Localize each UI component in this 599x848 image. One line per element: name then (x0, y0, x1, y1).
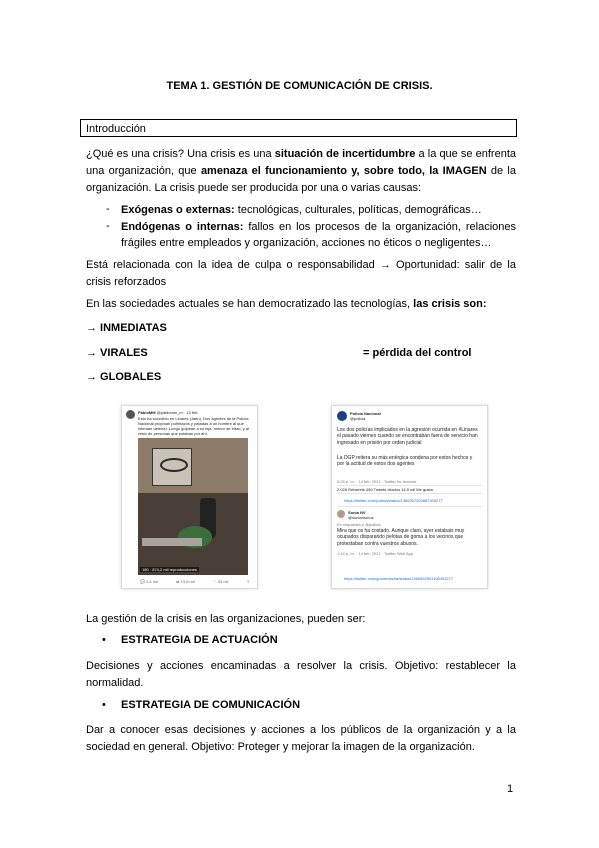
retweet-count: 13,8 mil (180, 579, 195, 584)
text-span: ¿Qué es una crisis? Una crisis es una (86, 148, 275, 160)
paragraph-management: La gestión de la crisis en las organizaciones, pueden ser: (86, 613, 366, 625)
crisis-type-viral: → VIRALES (86, 347, 148, 359)
divider (337, 493, 482, 494)
bullet-icon: • (102, 699, 106, 711)
reply-header (348, 510, 374, 520)
crisis-type-global: → GLOBALES (86, 371, 162, 383)
tweet-header (138, 410, 254, 415)
logo-sign (160, 458, 188, 472)
tweet-text: Esto ha sucedido en Linares (Jaén). Dos agentes de la Policía Nacional propinan puñetazos y patadas a un hombre al que intentan detener. Luego golpean a su hija, menor de edad, y al resto de personas que estaban por ahí. (138, 416, 249, 436)
tweet-link[interactable]: https://twitter.com/gmoemezha/status/1360992591106453277 (344, 576, 454, 581)
like-count: 33 mil (217, 579, 229, 584)
text-span: a la que se enfrenta una organización, que (86, 148, 516, 177)
bullet-icon: • (102, 634, 106, 646)
tweet-stats: 2.028 Retweets 499 Tweets citados 14,9 mil Me gusta (337, 487, 433, 492)
paragraph-communication: Dar a conocer esas decisiones y acciones a los públicos de la organización y a la sociedad en general. Objetivo: Proteger y mejorar la imagen de la organización. (86, 724, 516, 753)
reply-to: En respuesta a @policia (337, 522, 381, 527)
bold-span: situación de incertidumbre (274, 148, 416, 160)
loss-of-control-label: = pérdida del control (363, 347, 472, 359)
avatar (126, 410, 135, 419)
share-icon[interactable]: ⇧ (246, 579, 250, 584)
tweet-meta: 8:26 p. m. · 14 feb. 2021 · Twitter for Android (337, 479, 417, 484)
text-span: En las sociedades actuales se han democratizado las tecnologías, (86, 298, 414, 310)
bold-span: Endógenas o internas: (121, 221, 244, 233)
avatar (337, 510, 345, 518)
intro-heading-box: Introducción (80, 119, 517, 137)
divider (337, 485, 482, 486)
strategy-communication-heading: ESTRATEGIA DE COMUNICACIÓN (121, 699, 301, 711)
tweet-link[interactable]: https://twitter.com/policia/status/1360957309887300277 (344, 498, 443, 503)
tweet-user: Policía Nacional (350, 411, 381, 416)
tweet-header (350, 411, 381, 421)
tweet-user: PabloMM (138, 410, 156, 415)
list-dash: - (106, 203, 110, 215)
video-views: 180 · 874,2 mil reproducciones (142, 567, 197, 572)
retweet-icon[interactable]: ⇄ 13,8 mil (176, 579, 195, 584)
tweet-text-second: La DGP reitera su más enérgica condena por estos hechos y por la actitud de estos dos agentes (337, 455, 473, 468)
paragraph-crisis-definition (86, 146, 516, 197)
text-span: de la organización. La crisis puede ser producida por una o varias causas: (86, 165, 516, 194)
strategy-action-heading: ESTRATEGIA DE ACTUACIÓN (121, 634, 278, 646)
tweet-actions (140, 579, 250, 584)
police-avatar (337, 411, 347, 421)
reply-handle: @soniamunoz (348, 515, 374, 520)
reply-count: 2,4 mil (146, 579, 158, 584)
reply-text: Mira que os ha costado. Aunque claro, ayer estabais muy ocupados disparando pelotas de goma a los vecinos que protestaban contra vuestros abusos. (337, 528, 465, 547)
paragraph-responsibility: Está relacionada con la idea de culpa o responsabilidad → Oportunidad: salir de la crisis reforzados (86, 259, 516, 288)
reply-user: Sonia NV (348, 510, 366, 515)
list-item-exogenous (121, 202, 516, 218)
reply-meta: 1:14 p. m. · 14 feb. 2021 · Twitter Web App (337, 551, 414, 556)
page-number: 1 (507, 783, 514, 795)
text-span: fallos en los procesos de la organización, relaciones frágiles entre empleados y organización, acciones no éticos o negligentes… (121, 221, 516, 249)
tweet-text: Los dos policías implicados en la agresión ocurrida en #Linares el pasado viernes cuando se encontraban fuera de servicio han ingresado en prisión por orden judicial (337, 427, 478, 446)
tweet-handle: @policia (350, 416, 366, 421)
crisis-type-immediate: → INMEDIATAS (86, 322, 167, 334)
paragraph-action: Decisiones y acciones encaminadas a resolver la crisis. Objetivo: restablecer la normalidad. (86, 660, 516, 689)
table (142, 538, 202, 546)
paragraph-technologies (86, 296, 516, 313)
bold-span: Exógenas o externas: (121, 204, 235, 216)
video-frame[interactable] (138, 438, 248, 575)
tweet-handle: @pablomm_m · 13 feb. (156, 410, 199, 415)
like-icon[interactable]: ♡ 33 mil (212, 579, 229, 584)
tweet-screenshot-police (331, 405, 488, 589)
text-span: tecnológicas, culturales, políticas, demográficas… (234, 204, 482, 216)
tweet-screenshot-video (121, 405, 258, 589)
document-title: TEMA 1. GESTIÓN DE COMUNICACIÓN DE CRISIS. (166, 80, 433, 92)
divider (337, 506, 482, 507)
reply-icon[interactable]: 💬 2,4 mil (140, 579, 158, 584)
list-item-endogenous (121, 219, 516, 251)
bold-span: las crisis son: (413, 298, 487, 310)
bold-span: amenaza el funcionamiento y, sobre todo, la IMAGEN (200, 165, 487, 177)
list-dash: - (106, 220, 110, 232)
